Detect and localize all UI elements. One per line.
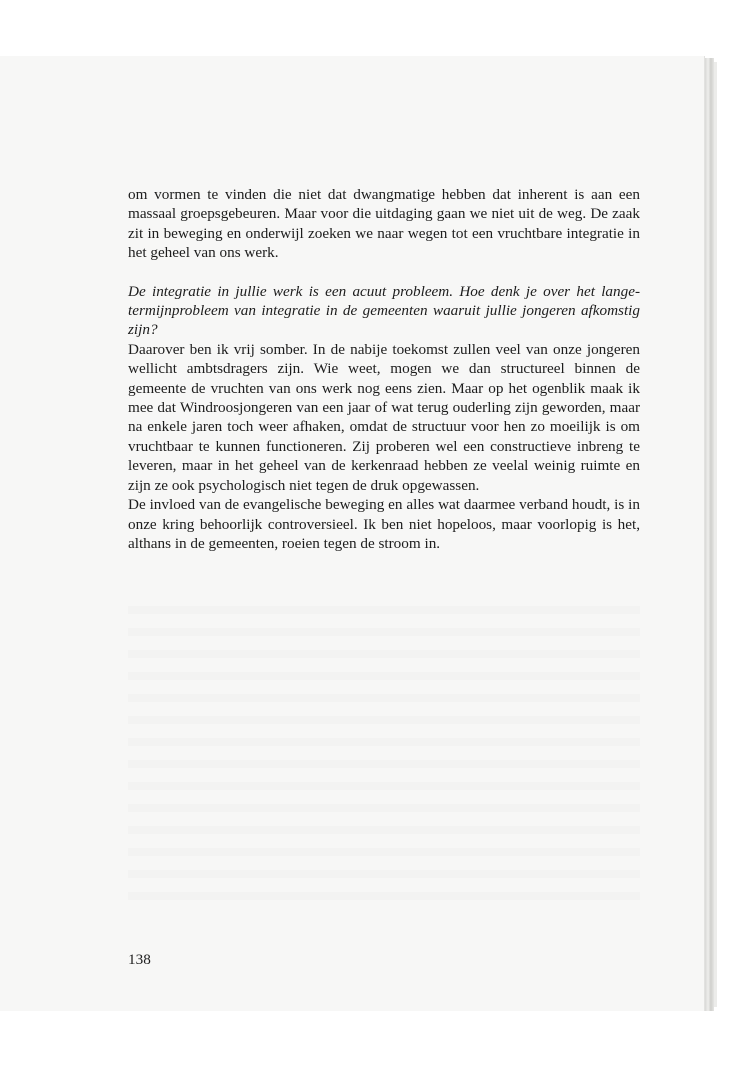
body-text: [128, 185, 640, 553]
page-edge-stack: [705, 58, 714, 1011]
bleed-through-texture: [128, 592, 640, 914]
paragraph-interview-question: De integratie in jullie werk is een acuut probleem. Hoe denk je over het lange-termijnprobleem van integratie in de gemeenten waaruit jullie jongeren afkomstig zijn?: [128, 282, 640, 339]
paragraph-intro: om vormen te vinden die niet dat dwangmatige hebben dat inherent is aan een massaal groepsgebeuren. Maar voor die uitdaging gaan we niet uit de weg. De zaak zit in beweging en onderwijl zoeken we naar wegen tot een vruchtbare integratie in het geheel van ons werk.: [128, 186, 640, 262]
page-edge-shadow: [714, 62, 717, 1007]
paragraph-answer-2: De invloed van de evangelische beweging en alles wat daarmee verband houdt, is in onze kring behoorlijk controversieel. Ik ben niet hopeloos, maar voorlopig is het, althans in de gemeenten, roeien tegen de stroom in.: [128, 496, 640, 552]
paragraph-answer-1: Daarover ben ik vrij somber. In de nabije toekomst zullen veel van onze jongeren wellicht ambtsdragers zijn. Wie weet, mogen we dan structureel binnen de gemeente de vruchten van ons werk nog eens zien. Maar op het ogenblik maak ik mee dat Windroosjongeren van een jaar of wat terug ouderling zijn geworden, maar na enkele jaren toch weer afhaken, omdat de structuur voor hen zo moeilijk is om vruchtbaar te kunnen functioneren. Zij proberen wel een constructieve inbreng te leveren, maar in het geheel van de kerkenraad hebben ze veelal weinig ruimte en zijn ze ook psychologisch niet tegen de druk opgewassen.: [128, 340, 640, 494]
page-number: 138: [128, 951, 151, 968]
book-page: [0, 56, 705, 1011]
